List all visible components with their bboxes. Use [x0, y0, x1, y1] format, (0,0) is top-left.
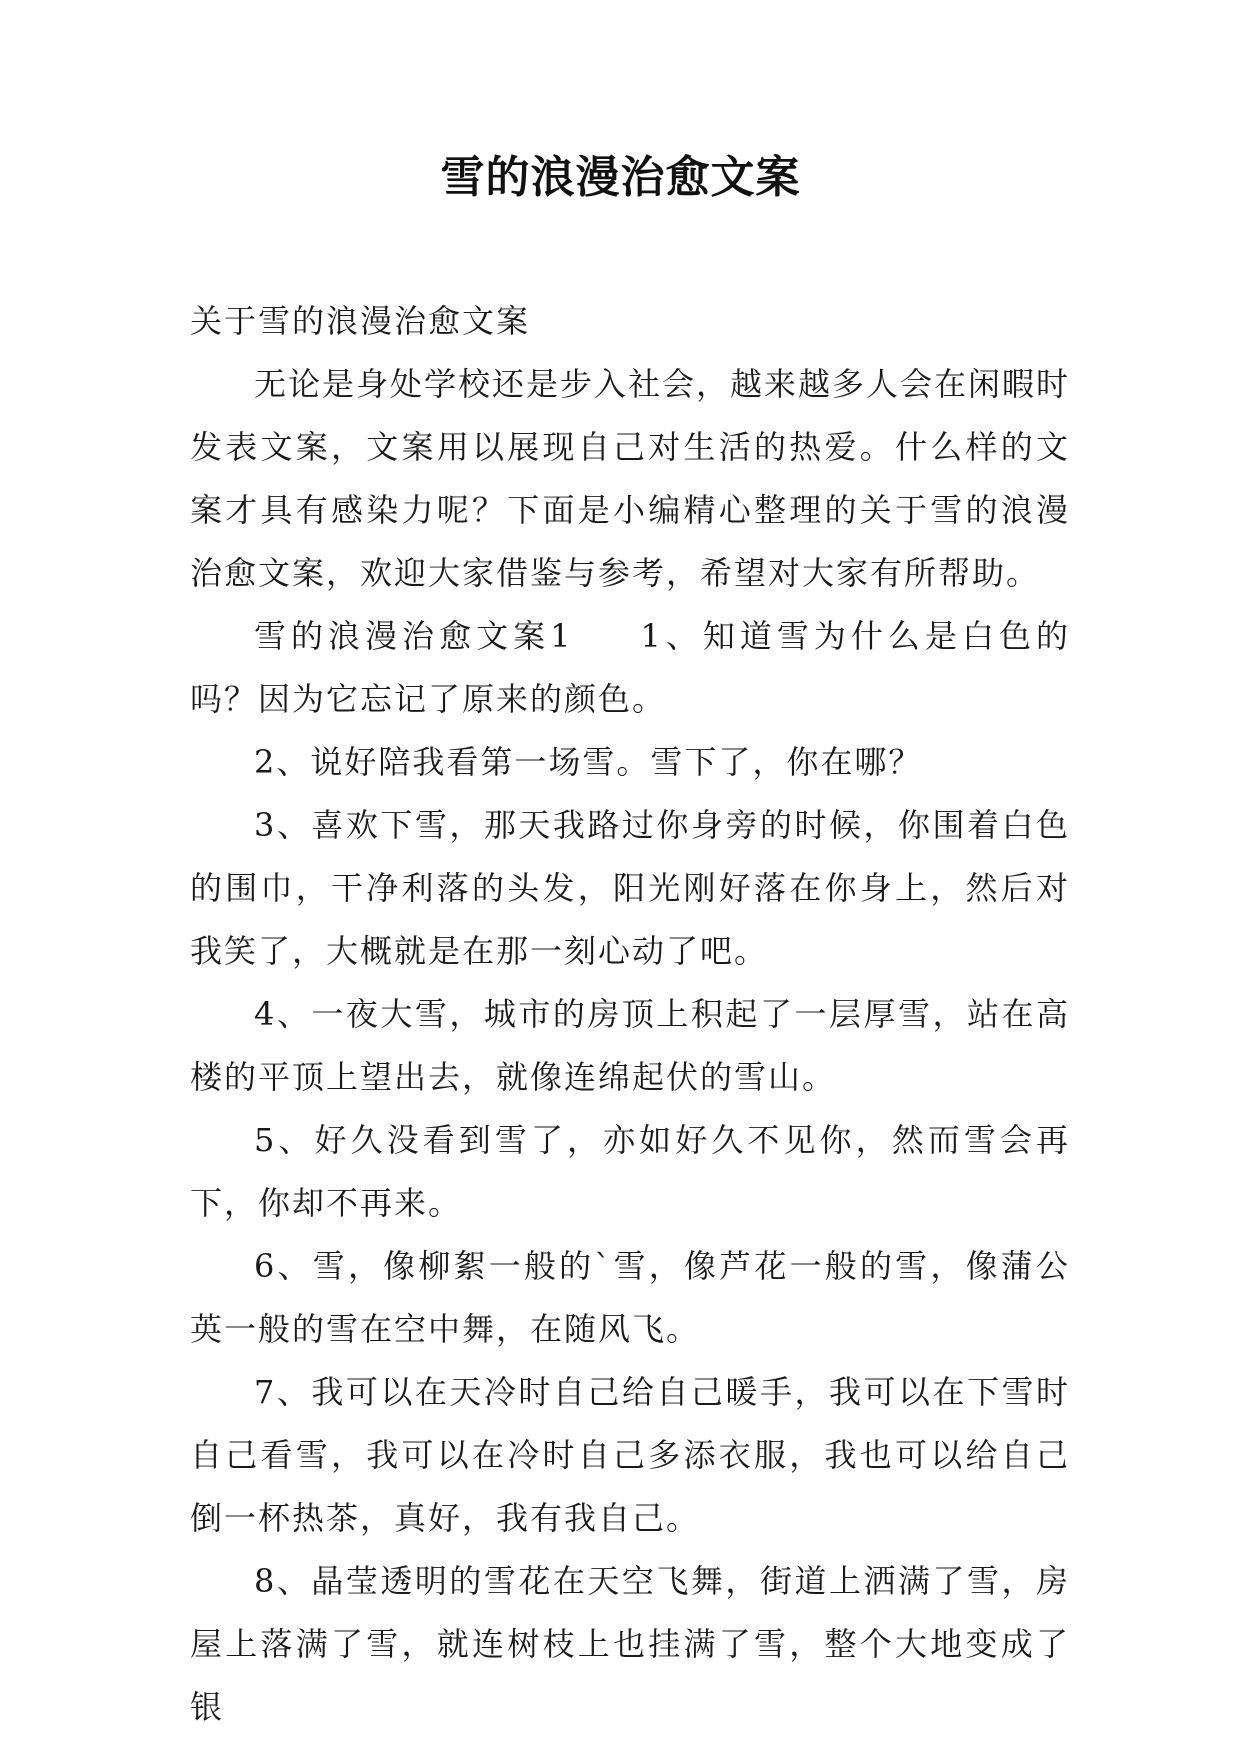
- intro-paragraph: 无论是身处学校还是步入社会，越来越多人会在闲暇时发表文案，文案用以展现自己对生活的热爱。什么样的文案才具有感染力呢？下面是小编精心整理的关于雪的浪漫治愈文案，欢迎大家借鉴与参考，希望对大家有所帮助。: [190, 365, 1071, 592]
- section-heading: 雪的浪漫治愈文案1: [254, 617, 573, 655]
- document-subtitle: 关于雪的浪漫治愈文案: [190, 302, 531, 340]
- list-item: 6、雪，像柳絮一般的`雪，像芦花一般的雪，像蒲公英一般的雪在空中舞，在随风飞。: [190, 1247, 1070, 1348]
- list-item-1: 1、知道雪为什么是白色的吗？因为它忘记了原来的颜色。: [190, 617, 1070, 718]
- document-body: [190, 290, 1070, 1739]
- list-item: 3、喜欢下雪，那天我路过你身旁的时候，你围着白色的围巾，干净利落的头发，阳光刚好落在你身上，然后对我笑了，大概就是在那一刻心动了吧。: [190, 806, 1070, 970]
- list-item: 4、一夜大雪，城市的房顶上积起了一层厚雪，站在高楼的平顶上望出去，就像连绵起伏的雪山。: [190, 995, 1070, 1096]
- list-item: 7、我可以在天冷时自己给自己暖手，我可以在下雪时自己看雪，我可以在冷时自己多添衣服，我也可以给自己倒一杯热茶，真好，我有我自己。: [190, 1373, 1070, 1537]
- list-item: 5、好久没看到雪了，亦如好久不见你，然而雪会再下，你却不再来。: [190, 1121, 1070, 1222]
- list-item: 2、说好陪我看第一场雪。雪下了，你在哪？: [254, 743, 923, 781]
- document-title: 雪的浪漫治愈文案: [440, 152, 801, 203]
- section-paragraph: [190, 605, 1070, 731]
- list-item: 8、晶莹透明的雪花在天空飞舞，街道上洒满了雪，房屋上落满了雪，就连树枝上也挂满了雪，整个大地变成了银: [190, 1562, 1070, 1726]
